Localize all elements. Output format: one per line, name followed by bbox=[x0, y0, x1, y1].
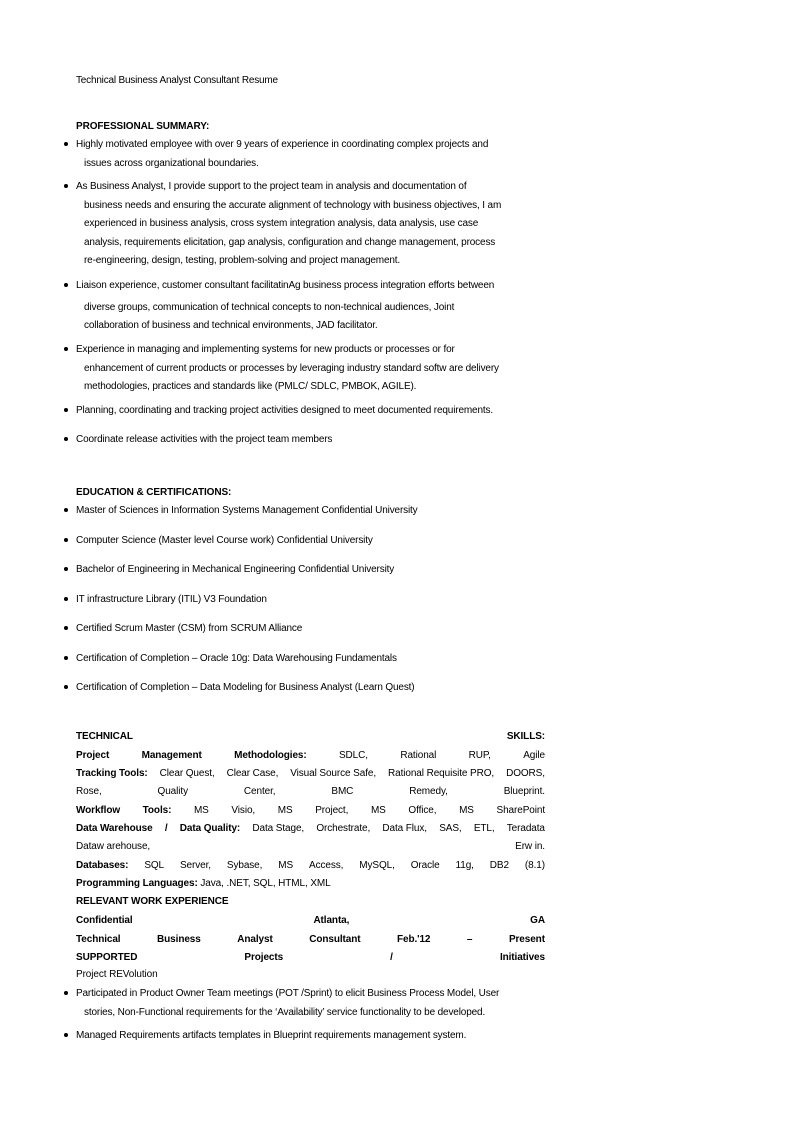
bullet-icon bbox=[64, 597, 68, 601]
line-token: Rational Requisite PRO, bbox=[388, 767, 495, 779]
line-token: Remedy, bbox=[409, 785, 448, 797]
line-token: ETL, bbox=[473, 822, 495, 834]
education-heading: EDUCATION & CERTIFICATIONS: bbox=[76, 487, 232, 498]
line-token: Access, bbox=[309, 859, 344, 871]
education-text: Certification of Completion – Oracle 10g: Data Warehousing Fundamentals bbox=[76, 653, 397, 664]
line-token: Quality bbox=[157, 785, 188, 797]
skills-heading-right: SKILLS: bbox=[506, 730, 545, 742]
line-token: Consultant bbox=[309, 933, 361, 945]
line-token: 11g, bbox=[455, 859, 474, 871]
summary-item-2 bbox=[76, 178, 546, 271]
education-item bbox=[76, 620, 546, 639]
line-token: Atlanta, bbox=[313, 914, 350, 926]
line-token: SAS, bbox=[439, 822, 462, 834]
education-text: IT infrastructure Library (ITIL) V3 Foundation bbox=[76, 594, 267, 605]
summary-item-3 bbox=[76, 275, 546, 335]
summary-line: diverse groups, communication of technical concepts to non-technical audiences, Joint bbox=[84, 301, 455, 313]
bullet-icon bbox=[64, 283, 68, 287]
summary-line: Liaison experience, customer consultant facilitatinAg business process integration efforts between bbox=[76, 280, 495, 291]
education-item bbox=[76, 591, 546, 610]
project-name: Project REVolution bbox=[76, 969, 158, 980]
line-token: – bbox=[466, 933, 473, 945]
line-token: GA bbox=[530, 914, 545, 926]
summary-line: As Business Analyst, I provide support to the project team in analysis and documentation of bbox=[76, 181, 467, 192]
line-token: Databases: bbox=[76, 859, 129, 871]
line-token: SharePoint bbox=[496, 804, 545, 816]
skills-line bbox=[76, 801, 545, 819]
work-item-1 bbox=[76, 985, 546, 1022]
line-token: / bbox=[390, 951, 393, 963]
summary-line: analysis, requirements elicitation, gap analysis, configuration and change management, process bbox=[84, 236, 496, 248]
skills-line bbox=[76, 764, 545, 782]
summary-line: re-engineering, design, testing, problem-solving and project management. bbox=[84, 255, 401, 266]
line-token: Clear Quest, bbox=[159, 767, 215, 779]
work-item-line: stories, Non-Functional requirements for the ‘Availability’ service functionality to be developed. bbox=[84, 1006, 486, 1018]
line-token: Sybase, bbox=[226, 859, 263, 871]
programming-value: Java, .NET, SQL, HTML, XML bbox=[197, 878, 331, 889]
work-line bbox=[76, 948, 545, 966]
line-token: Clear Case, bbox=[226, 767, 279, 779]
line-token: Dataw arehouse, bbox=[76, 840, 151, 852]
line-token: Initiatives bbox=[499, 951, 545, 963]
line-token: Data Quality: bbox=[179, 822, 241, 834]
line-token: Tools: bbox=[142, 804, 172, 816]
skills-line bbox=[76, 837, 545, 855]
bullet-icon bbox=[64, 508, 68, 512]
line-token: MS bbox=[278, 859, 294, 871]
summary-item-5 bbox=[76, 402, 546, 421]
summary-item-6 bbox=[76, 431, 546, 450]
line-token: BMC bbox=[331, 785, 354, 797]
line-token: Tracking Tools: bbox=[76, 767, 148, 779]
line-token: Present bbox=[508, 933, 545, 945]
line-token: Rose, bbox=[76, 785, 102, 797]
line-token: Workflow bbox=[76, 804, 121, 816]
bullet-icon bbox=[64, 626, 68, 630]
line-token: DOORS, bbox=[506, 767, 545, 779]
line-token: Business bbox=[157, 933, 201, 945]
skills-line bbox=[76, 782, 545, 800]
bullet-icon bbox=[64, 142, 68, 146]
bullet-icon bbox=[64, 408, 68, 412]
line-token: Methodologies: bbox=[234, 749, 307, 761]
education-item bbox=[76, 561, 546, 580]
skills-line bbox=[76, 856, 545, 874]
summary-line: Coordinate release activities with the project team members bbox=[76, 434, 333, 445]
line-token: Project bbox=[76, 749, 110, 761]
work-item-line: Managed Requirements artifacts templates in Blueprint requirements management system. bbox=[76, 1030, 467, 1041]
education-item bbox=[76, 679, 546, 698]
education-item bbox=[76, 532, 546, 551]
line-token: Server, bbox=[179, 859, 211, 871]
line-token: Center, bbox=[243, 785, 276, 797]
line-token: Agile bbox=[523, 749, 545, 761]
line-token: MS bbox=[193, 804, 209, 816]
line-token: MS bbox=[370, 804, 386, 816]
line-token: SQL bbox=[144, 859, 165, 871]
line-token: Management bbox=[141, 749, 202, 761]
bullet-icon bbox=[64, 567, 68, 571]
work-line bbox=[76, 911, 545, 929]
line-token: Data Warehouse bbox=[76, 822, 153, 834]
work-line bbox=[76, 930, 545, 948]
summary-line: experienced in business analysis, cross system integration analysis, data analysis, use case bbox=[84, 218, 479, 229]
summary-line: Planning, coordinating and tracking project activities designed to meet documented requirements. bbox=[76, 405, 493, 416]
line-token: SUPPORTED bbox=[76, 951, 138, 963]
summary-item-4 bbox=[76, 341, 546, 397]
line-token: Confidential bbox=[76, 914, 133, 926]
summary-line: business needs and ensuring the accurate alignment of technology with business objectives, I am bbox=[84, 199, 502, 211]
line-token: Analyst bbox=[237, 933, 273, 945]
bullet-icon bbox=[64, 437, 68, 441]
line-token: Technical bbox=[76, 933, 121, 945]
education-text: Computer Science (Master level Course work) Confidential University bbox=[76, 535, 373, 546]
education-item bbox=[76, 502, 546, 521]
bullet-icon bbox=[64, 656, 68, 660]
line-token: Orchestrate, bbox=[316, 822, 371, 834]
line-token: Data Flux, bbox=[382, 822, 427, 834]
line-token: Visual Source Safe, bbox=[290, 767, 377, 779]
education-text: Certified Scrum Master (CSM) from SCRUM Alliance bbox=[76, 623, 303, 634]
summary-line: collaboration of business and technical environments, JAD facilitator. bbox=[84, 319, 378, 331]
work-heading: RELEVANT WORK EXPERIENCE bbox=[76, 896, 229, 907]
line-token: Feb.'12 bbox=[397, 933, 431, 945]
bullet-icon bbox=[64, 347, 68, 351]
bullet-icon bbox=[64, 538, 68, 542]
bullet-icon bbox=[64, 1033, 68, 1037]
line-token: MS bbox=[459, 804, 474, 816]
programming-languages bbox=[76, 878, 331, 889]
education-item bbox=[76, 650, 546, 669]
summary-line: enhancement of current products or processes by leveraging industry standard softw are delivery bbox=[84, 362, 499, 374]
line-token: Rational bbox=[400, 749, 437, 761]
line-token: Projects bbox=[244, 951, 284, 963]
skills-line bbox=[76, 746, 545, 764]
line-token: Erw in. bbox=[515, 840, 545, 852]
summary-line: Highly motivated employee with over 9 years of experience in coordinating complex projects and bbox=[76, 139, 489, 150]
line-token: Office, bbox=[408, 804, 437, 816]
line-token: / bbox=[164, 822, 168, 834]
line-token: Project, bbox=[315, 804, 349, 816]
summary-line: issues across organizational boundaries. bbox=[84, 157, 259, 169]
line-token: MySQL, bbox=[359, 859, 395, 871]
line-token: SDLC, bbox=[338, 749, 368, 761]
line-token: RUP, bbox=[468, 749, 491, 761]
summary-heading: PROFESSIONAL SUMMARY: bbox=[76, 121, 210, 132]
line-token: MS bbox=[277, 804, 293, 816]
line-token: Blueprint. bbox=[503, 785, 545, 797]
skills-heading-left: TECHNICAL bbox=[76, 730, 133, 742]
bullet-icon bbox=[64, 991, 68, 995]
skills-line bbox=[76, 819, 545, 837]
skills-heading bbox=[76, 727, 545, 745]
bullet-icon bbox=[64, 184, 68, 188]
line-token: Data Stage, bbox=[252, 822, 305, 834]
line-token: Teradata bbox=[506, 822, 545, 834]
line-token: Visio, bbox=[231, 804, 256, 816]
summary-item-1 bbox=[76, 136, 546, 173]
programming-label: Programming Languages: bbox=[76, 878, 198, 889]
summary-line: Experience in managing and implementing systems for new products or processes or for bbox=[76, 344, 455, 355]
line-token: Oracle bbox=[410, 859, 440, 871]
summary-line: methodologies, practices and standards like (PMLC/ SDLC, PMBOK, AGILE). bbox=[84, 381, 417, 392]
education-text: Master of Sciences in Information Systems Management Confidential University bbox=[76, 505, 418, 516]
line-token: (8.1) bbox=[524, 859, 545, 871]
work-item-2 bbox=[76, 1027, 546, 1046]
document-title: Technical Business Analyst Consultant Resume bbox=[76, 75, 278, 86]
education-text: Certification of Completion – Data Modeling for Business Analyst (Learn Quest) bbox=[76, 682, 415, 693]
bullet-icon bbox=[64, 685, 68, 689]
work-item-line: Participated in Product Owner Team meetings (POT /Sprint) to elicit Business Process Model, User bbox=[76, 988, 500, 999]
line-token: DB2 bbox=[489, 859, 509, 871]
education-text: Bachelor of Engineering in Mechanical Engineering Confidential University bbox=[76, 564, 395, 575]
